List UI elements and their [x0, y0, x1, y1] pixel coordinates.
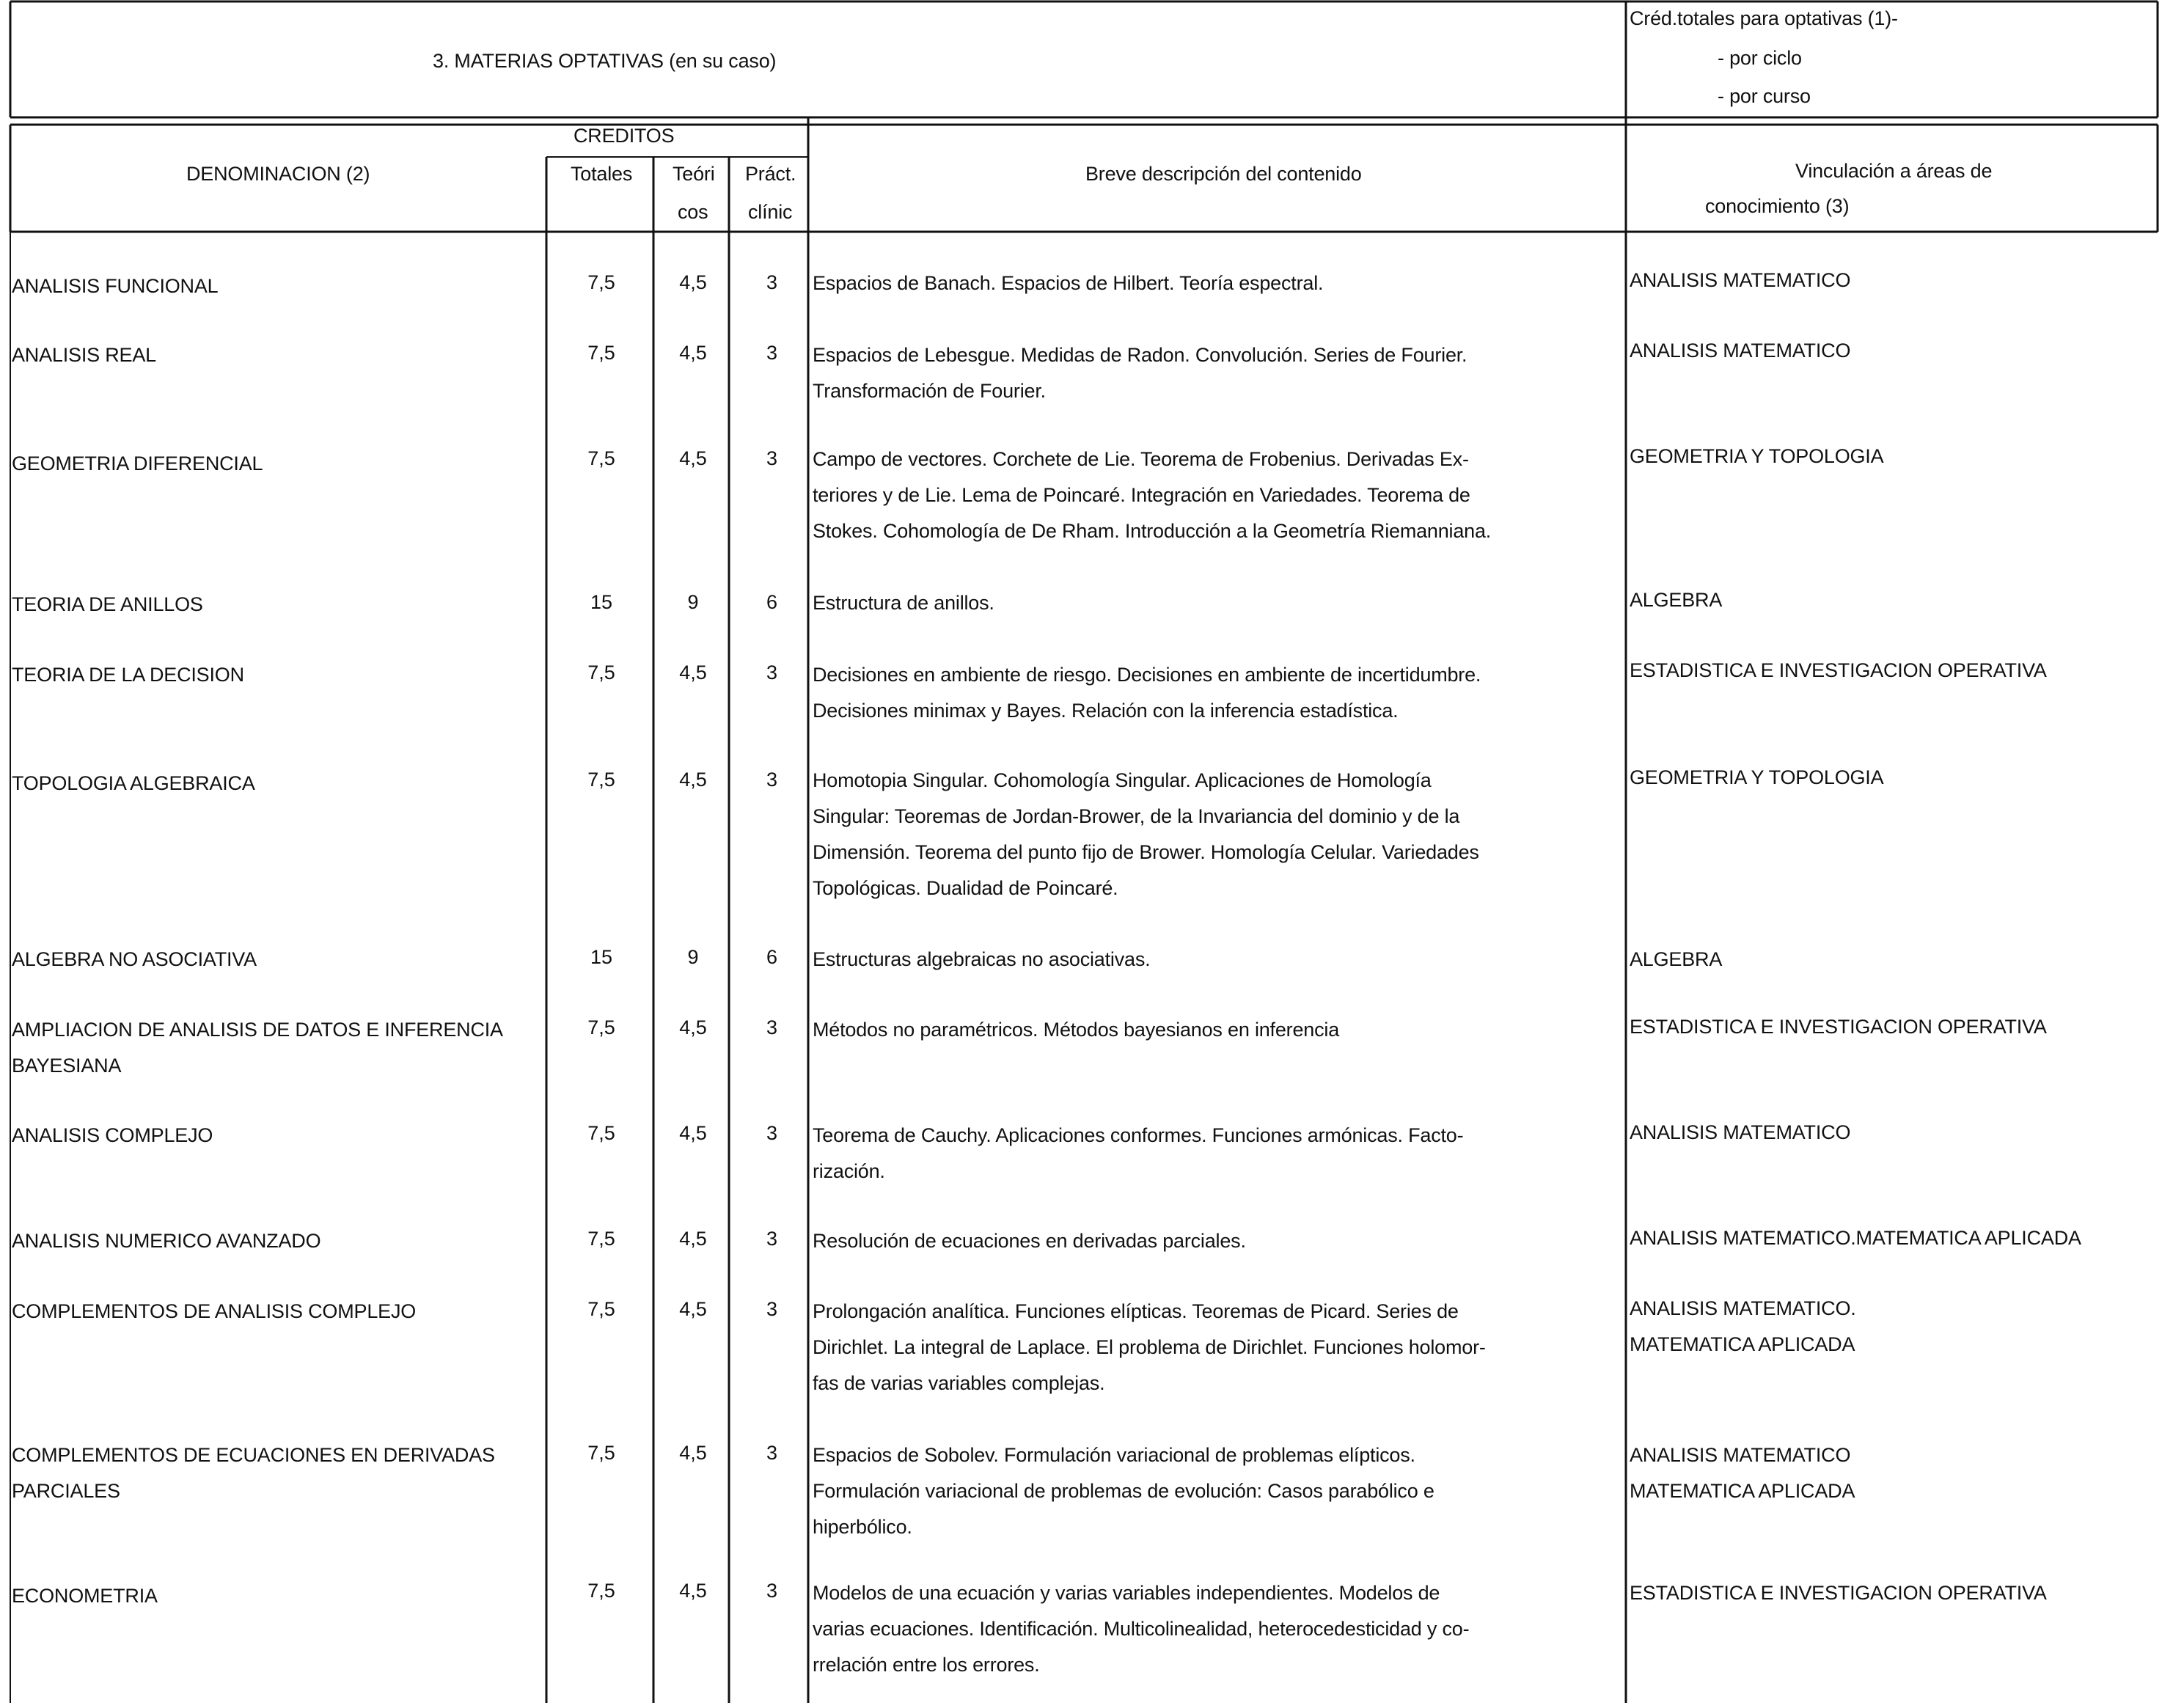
row-totales: 7,5	[587, 1228, 615, 1250]
column-header-totales: Totales	[571, 163, 633, 185]
row-practicos: 3	[766, 342, 778, 364]
row-practicos: 3	[766, 1122, 778, 1144]
row-practicos: 3	[766, 1298, 778, 1320]
row-practicos: 3	[766, 271, 778, 293]
row-teoricos: 4,5	[679, 1442, 707, 1464]
row-name: ANALISIS COMPLEJO	[12, 1124, 213, 1146]
row-area: ANALISIS MATEMATICO	[1630, 269, 1851, 291]
row-name: ALGEBRA NO ASOCIATIVA	[12, 948, 257, 970]
row-teoricos: 4,5	[679, 1580, 707, 1602]
row-teoricos: 9	[687, 591, 699, 613]
row-practicos: 3	[766, 769, 778, 791]
row-descripcion: Estructuras algebraicas no asociativas.	[813, 948, 1151, 970]
row-descripcion: Modelos de una ecuación y varias variables independientes. Modelos de varias ecuaciones. Identificación. Multicolinealidad, heterocedesticidad y co- rrelación entre los errores.	[813, 1582, 1470, 1676]
row-name: COMPLEMENTOS DE ECUACIONES EN DERIVADAS PARCIALES	[12, 1444, 495, 1502]
row-area: ALGEBRA	[1630, 589, 1723, 611]
row-descripcion: Prolongación analítica. Funciones elípticas. Teoremas de Picard. Series de Dirichlet. La integral de Laplace. El problema de Dirichlet. Funciones holomor- fas de varias variables complejas.	[813, 1300, 1486, 1394]
credits-note-line-1: Créd.totales para optativas (1)-	[1630, 7, 1898, 29]
row-teoricos: 4,5	[679, 1122, 707, 1144]
row-area: GEOMETRIA Y TOPOLOGIA	[1630, 766, 1884, 788]
row-totales: 15	[590, 591, 613, 613]
row-descripcion: Espacios de Lebesgue. Medidas de Radon. Convolución. Series de Fourier. Transformación de Fourier.	[813, 344, 1467, 402]
row-name: TEORIA DE ANILLOS	[12, 593, 203, 615]
column-header-teoricos-1: Teóri	[673, 163, 715, 185]
row-totales: 7,5	[587, 1298, 615, 1320]
row-practicos: 3	[766, 661, 778, 683]
row-practicos: 3	[766, 1580, 778, 1602]
column-header-creditos: CREDITOS	[574, 125, 675, 147]
column-header-vinculacion-1: Vinculación a áreas de	[1795, 160, 1993, 182]
credits-note-line-2: - por ciclo	[1718, 47, 1802, 69]
column-header-teoricos-2: cos	[678, 201, 708, 223]
column-header-practicos-2: clínic	[748, 201, 793, 223]
row-descripcion: Espacios de Sobolev. Formulación variacional de problemas elípticos. Formulación variacional de problemas de evolución: Casos parabólico e hiperbólico.	[813, 1444, 1434, 1538]
column-header-vinculacion-2: conocimiento (3)	[1705, 195, 1850, 217]
section-title: 3. MATERIAS OPTATIVAS (en su caso)	[433, 50, 777, 72]
row-descripcion: Estructura de anillos.	[813, 592, 994, 614]
row-descripcion: Resolución de ecuaciones en derivadas parciales.	[813, 1230, 1246, 1252]
row-totales: 7,5	[587, 447, 615, 469]
row-teoricos: 4,5	[679, 661, 707, 683]
row-area: ANALISIS MATEMATICO MATEMATICA APLICADA	[1630, 1444, 1855, 1502]
row-practicos: 3	[766, 1442, 778, 1464]
row-teoricos: 4,5	[679, 271, 707, 293]
row-totales: 7,5	[587, 661, 615, 683]
row-name: ANALISIS FUNCIONAL	[12, 275, 219, 297]
row-area: ANALISIS MATEMATICO	[1630, 1121, 1851, 1143]
row-descripcion: Espacios de Banach. Espacios de Hilbert. Teoría espectral.	[813, 272, 1324, 294]
row-totales: 7,5	[587, 342, 615, 364]
row-teoricos: 4,5	[679, 447, 707, 469]
row-area: ESTADISTICA E INVESTIGACION OPERATIVA	[1630, 1016, 2047, 1038]
row-practicos: 3	[766, 1016, 778, 1038]
row-totales: 7,5	[587, 1122, 615, 1144]
row-totales: 7,5	[587, 1442, 615, 1464]
row-totales: 15	[590, 946, 613, 968]
credits-note-line-3: - por curso	[1718, 85, 1811, 107]
row-totales: 7,5	[587, 769, 615, 791]
row-name: ECONOMETRIA	[12, 1585, 158, 1607]
row-descripcion: Teorema de Cauchy. Aplicaciones conformes. Funciones armónicas. Facto- rización.	[813, 1124, 1464, 1182]
row-teoricos: 9	[687, 946, 699, 968]
row-descripcion: Campo de vectores. Corchete de Lie. Teorema de Frobenius. Derivadas Ex- teriores y de Lie. Lema de Poincaré. Integración en Variedades. Teorema de Stokes. Cohomología de De Rham. Introducción a la Geometría Riemanniana.	[813, 448, 1492, 542]
row-area: GEOMETRIA Y TOPOLOGIA	[1630, 445, 1884, 467]
row-name: TEORIA DE LA DECISION	[12, 664, 244, 686]
row-area: ESTADISTICA E INVESTIGACION OPERATIVA	[1630, 1582, 2047, 1604]
row-area: ANALISIS MATEMATICO. MATEMATICA APLICADA	[1630, 1297, 1856, 1355]
row-teoricos: 4,5	[679, 1298, 707, 1320]
row-descripcion: Métodos no paramétricos. Métodos bayesianos en inferencia	[813, 1019, 1340, 1041]
row-descripcion: Decisiones en ambiente de riesgo. Decisiones en ambiente de incertidumbre. Decisiones minimax y Bayes. Relación con la inferencia estadística.	[813, 664, 1481, 722]
row-totales: 7,5	[587, 1016, 615, 1038]
row-name: ANALISIS NUMERICO AVANZADO	[12, 1230, 321, 1252]
row-teoricos: 4,5	[679, 769, 707, 791]
row-practicos: 3	[766, 1228, 778, 1250]
row-area: ALGEBRA	[1630, 948, 1723, 970]
row-name: ANALISIS REAL	[12, 344, 156, 366]
row-teoricos: 4,5	[679, 1016, 707, 1038]
row-teoricos: 4,5	[679, 342, 707, 364]
row-practicos: 6	[766, 591, 778, 613]
row-area: ANALISIS MATEMATICO.MATEMATICA APLICADA	[1630, 1227, 2081, 1249]
row-totales: 7,5	[587, 271, 615, 293]
row-name: COMPLEMENTOS DE ANALISIS COMPLEJO	[12, 1300, 417, 1322]
row-name: TOPOLOGIA ALGEBRAICA	[12, 772, 255, 794]
column-header-denominacion: DENOMINACION (2)	[186, 163, 370, 185]
row-name: GEOMETRIA DIFERENCIAL	[12, 452, 263, 474]
column-header-descripcion: Breve descripción del contenido	[1085, 163, 1362, 185]
row-practicos: 3	[766, 447, 778, 469]
row-practicos: 6	[766, 946, 778, 968]
column-header-practicos-1: Práct.	[745, 163, 796, 185]
row-teoricos: 4,5	[679, 1228, 707, 1250]
row-descripcion: Homotopia Singular. Cohomología Singular. Aplicaciones de Homología Singular: Teoremas de Jordan-Brower, de la Invariancia del dominio y de la Dimensión. Teorema del punto fijo de Brower. Homología Celular. Variedades Topológicas. Dualidad de Poincaré.	[813, 769, 1479, 899]
row-area: ANALISIS MATEMATICO	[1630, 340, 1851, 362]
row-name: AMPLIACION DE ANALISIS DE DATOS E INFERENCIA BAYESIANA	[12, 1019, 503, 1077]
row-totales: 7,5	[587, 1580, 615, 1602]
row-area: ESTADISTICA E INVESTIGACION OPERATIVA	[1630, 659, 2047, 681]
